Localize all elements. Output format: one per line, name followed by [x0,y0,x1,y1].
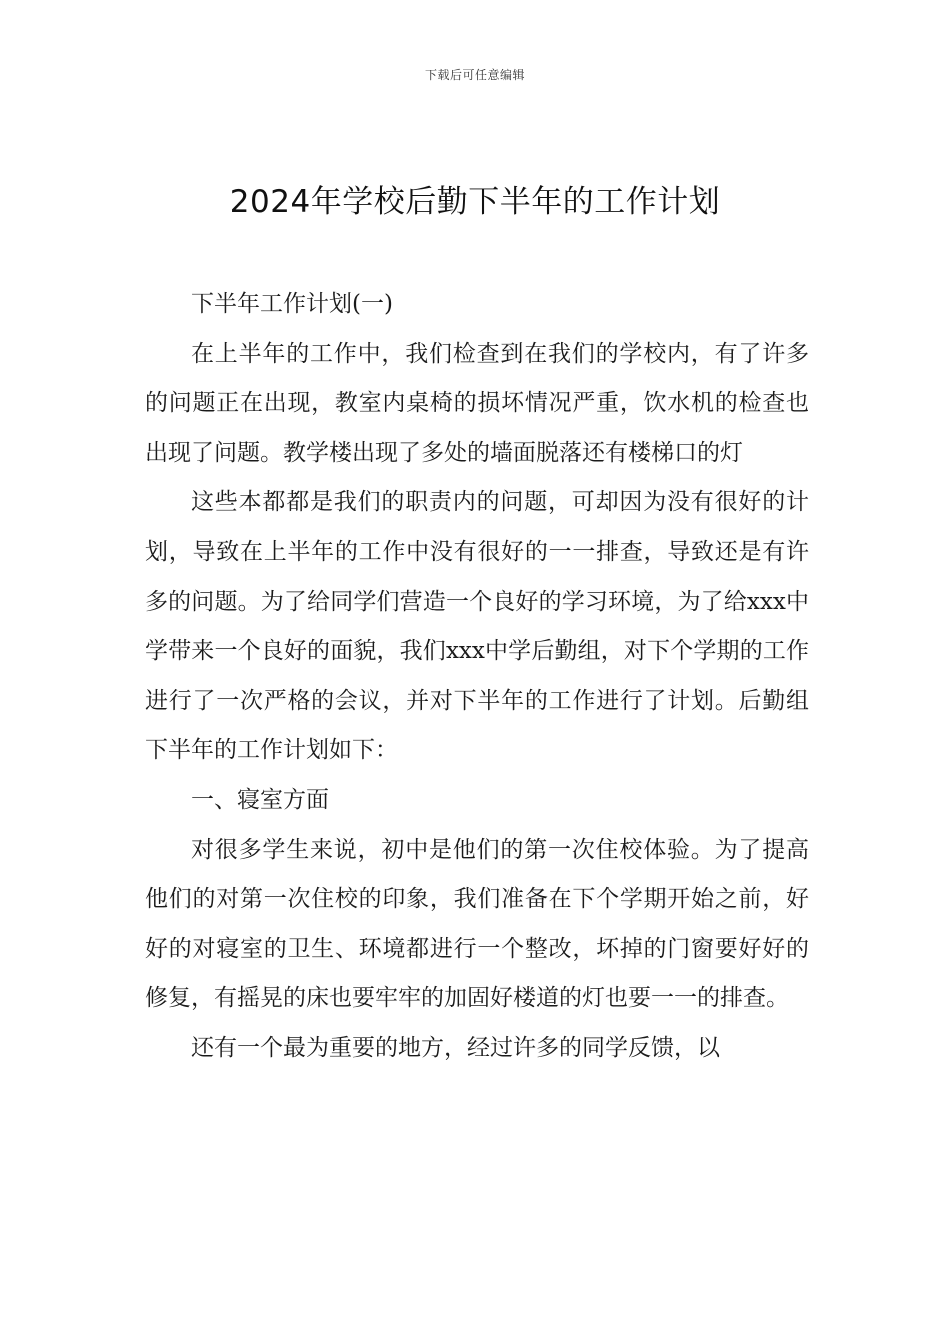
document-title: 2024年学校后勤下半年的工作计划 [229,184,721,220]
paragraph: 这些本都都是我们的职责内的问题，可却因为没有很好的计划，导致在上半年的工作中没有很好的一一排查，导致还是有许多的问题。为了给同学们营造一个良好的学习环境，为了给xxx中学带来一个良好的面貌，我们xxx中学后勤组，对下个学期的工作进行了一次严格的会议，并对下半年的工作进行了计划。后勤组下半年的工作计划如下： [145,489,809,764]
section-heading-plan-one: 下半年工作计划(一) [191,291,393,317]
paragraph: 对很多学生来说，初中是他们的第一次住校体验。为了提高他们的对第一次住校的印象，我们准备在下个学期开始之前，好好的对寝室的卫生、环境都进行一个整改，坏掉的门窗要好好的修复，有摇晃的床也要牢牢的加固好楼道的灯也要一一的排查。 [145,836,809,1012]
paragraph: 还有一个最为重要的地方，经过许多的同学反馈，以 [191,1034,720,1061]
paragraph: 在上半年的工作中，我们检查到在我们的学校内，有了许多的问题正在出现，教室内桌椅的损坏情况严重，饮水机的检查也出现了问题。教学楼出现了多处的墙面脱落还有楼梯口的灯 [145,340,809,466]
document-body [145,280,809,1074]
header-note: 下载后可任意编辑 [424,68,525,82]
section-heading-dormitory: 一、寝室方面 [191,786,329,813]
